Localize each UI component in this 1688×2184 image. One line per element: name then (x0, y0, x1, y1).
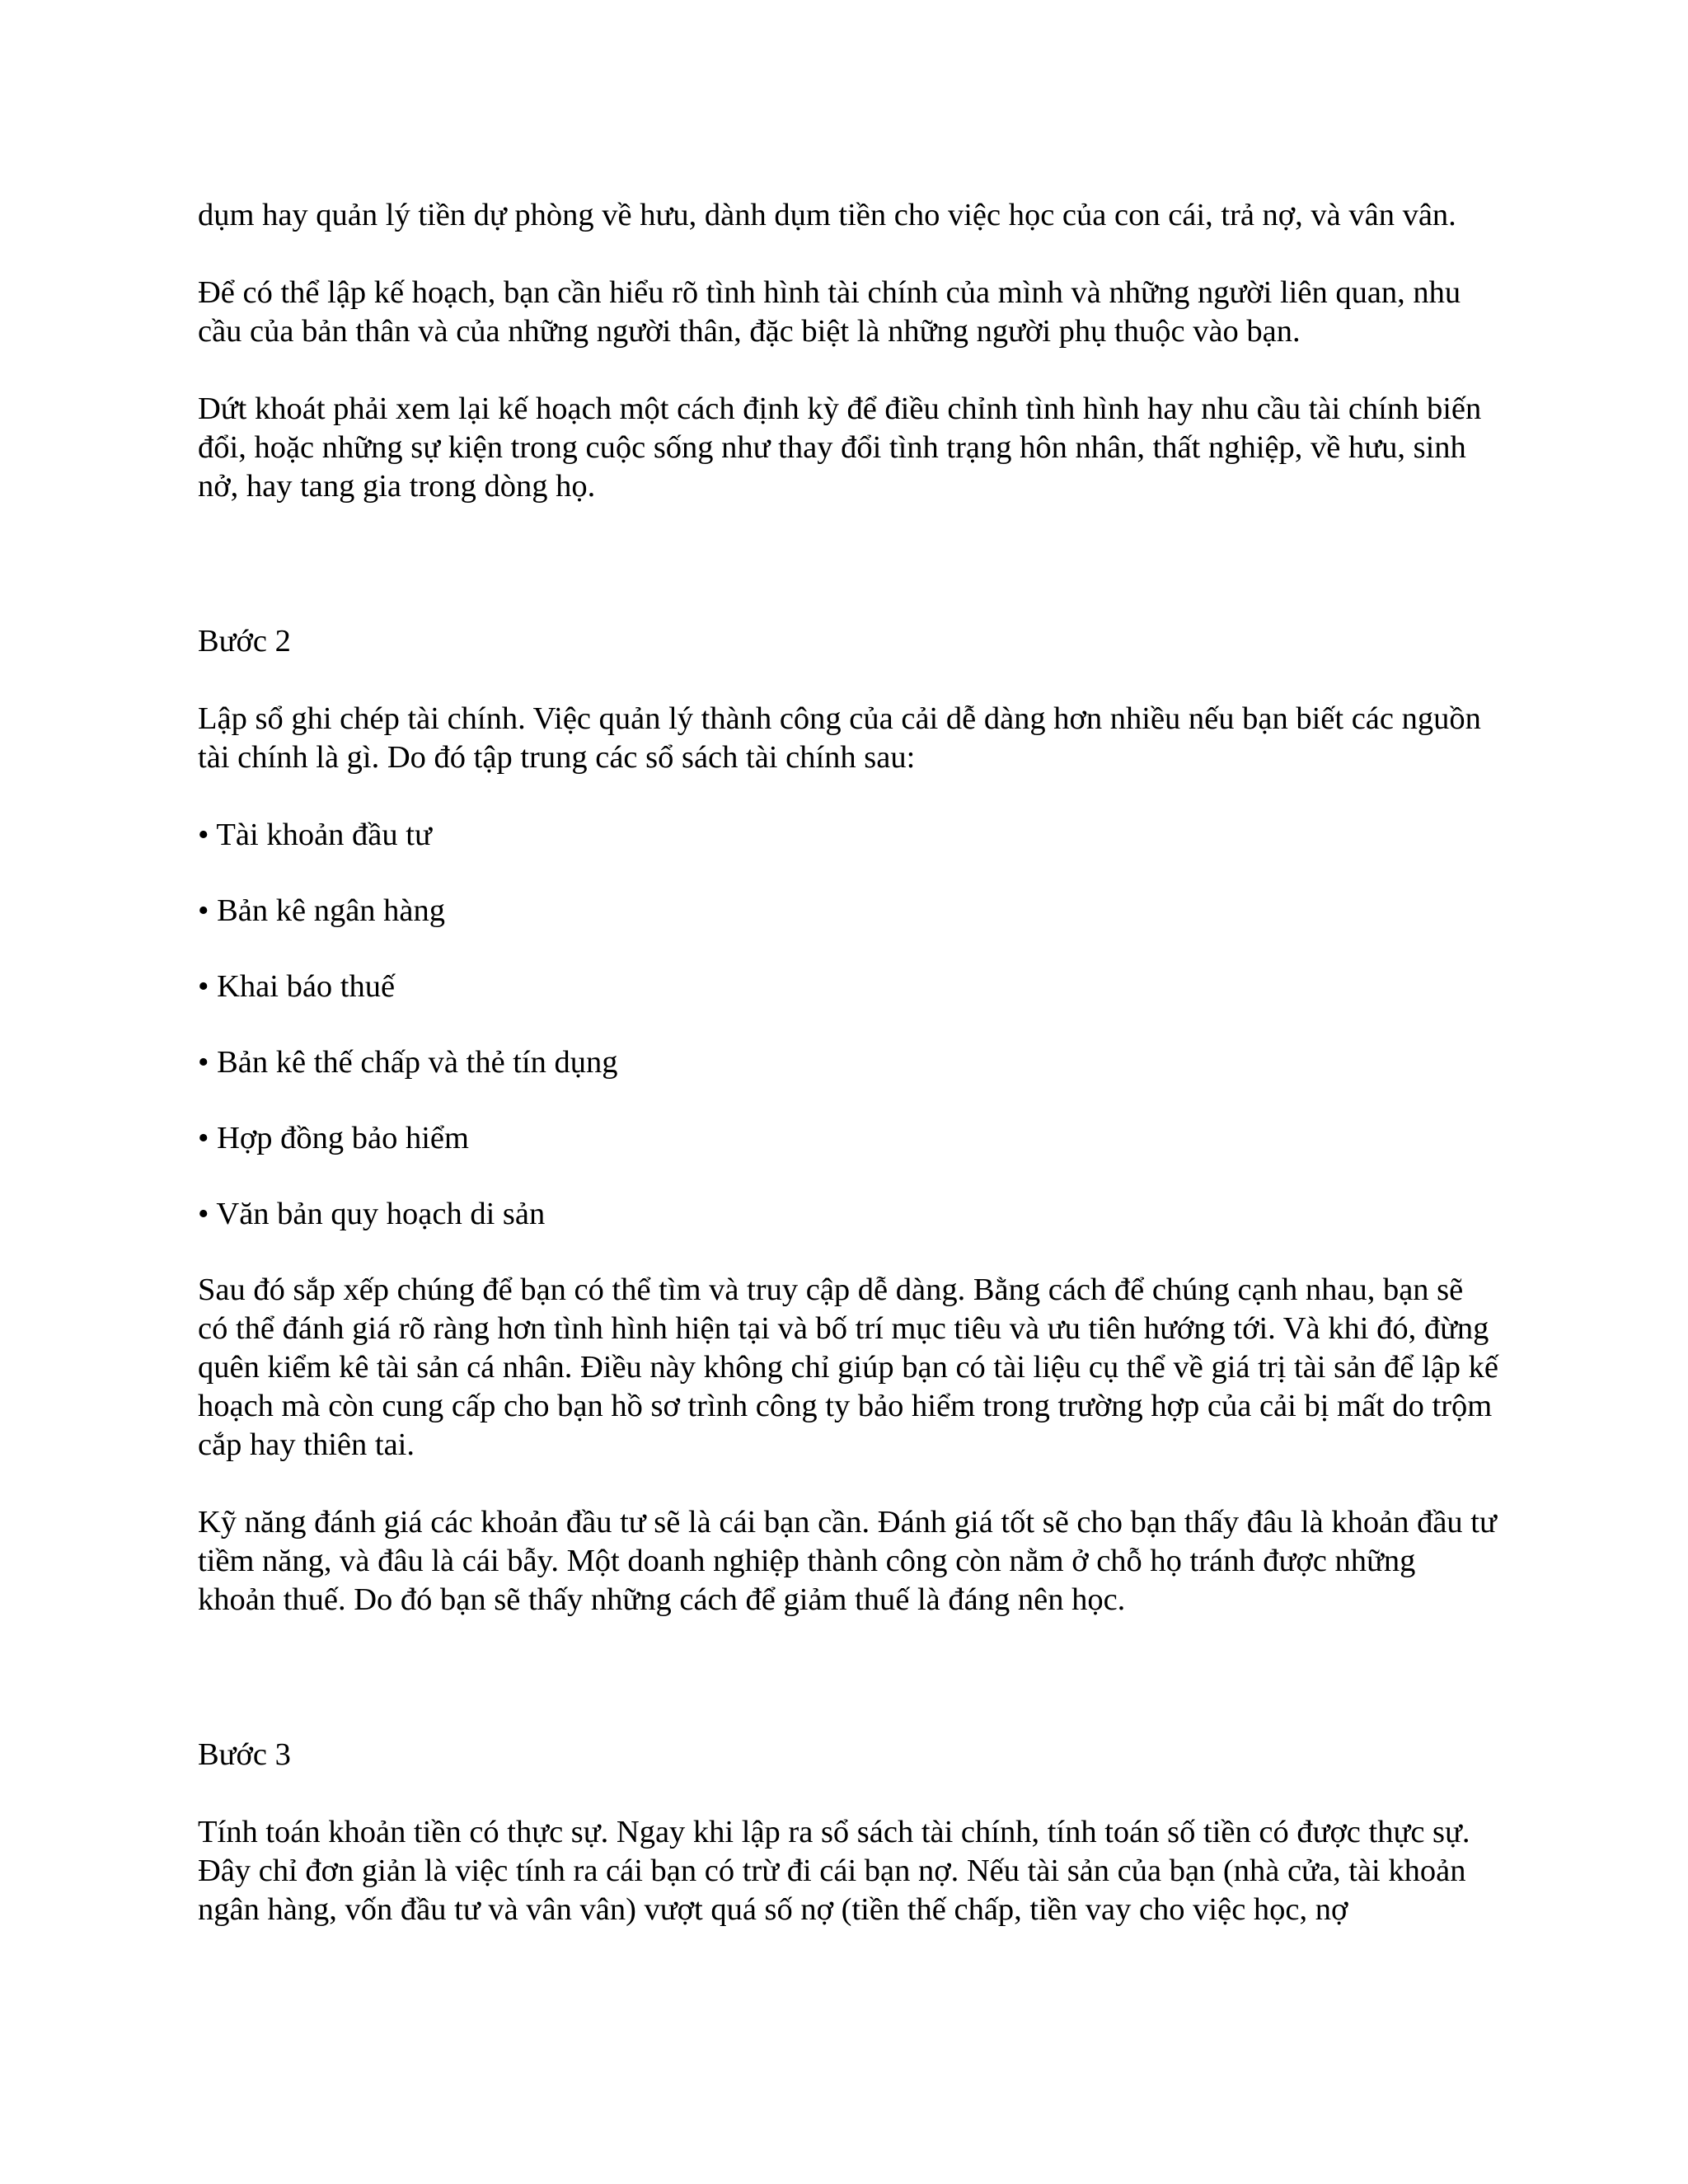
section-spacer (198, 1658, 1500, 1736)
paragraph-retirement-savings: dụm hay quản lý tiền dự phòng về hưu, dành dụm tiền cho việc học của con cái, trả nợ, và vân vân. (198, 198, 1456, 232)
bullet-item: • Hợp đồng bảo hiểm (198, 1121, 469, 1155)
bullet-item: • Bản kê ngân hàng (198, 893, 446, 928)
paragraph-review-plan: Dứt khoát phải xem lại kế hoạch một cách định kỳ để điều chỉnh tình hình hay nhu cầu tài chính biến đổi, hoặc những sự kiện trong cuộc sống như thay đổi tình trạng hôn nhân, thất nghiệp, về hưu, sinh nở, hay tang gia trong dòng họ. (198, 391, 1482, 504)
step-3-intro: Tính toán khoản tiền có thực sự. Ngay khi lập ra sổ sách tài chính, tính toán số tiền có được thực sự. Đây chỉ đơn giản là việc tính ra cái bạn có trừ đi cái bạn nợ. Nếu tài sản của bạn (nhà cửa, tài khoản ngân hàng, vốn đầu tư và vân vân) vượt quá số nợ (tiền thế chấp, tiền vay cho việc học, nợ (198, 1815, 1470, 1927)
bullet-item: • Bản kê thế chấp và thẻ tín dụng (198, 1045, 618, 1080)
document-body (198, 196, 1500, 1968)
paragraph-organize-records: Sau đó sắp xếp chúng để bạn có thể tìm và truy cập dễ dàng. Bằng cách để chúng cạnh nhau, bạn sẽ có thể đánh giá rõ ràng hơn tình hình hiện tại và bố trí mục tiêu và ưu tiên hướng tới. Và khi đó, đừng quên kiểm kê tài sản cá nhân. Điều này không chỉ giúp bạn có tài liệu cụ thể về giá trị tài sản để lập kế hoạch mà còn cung cấp cho bạn hồ sơ trình công ty bảo hiểm trong trường hợp của cải bị mất do trộm cắp hay thiên tai. (198, 1272, 1498, 1462)
paragraph-understand-finances: Để có thể lập kế hoạch, bạn cần hiểu rõ tình hình tài chính của mình và những người liên quan, nhu cầu của bản thân và của những người thân, đặc biệt là những người phụ thuộc vào bạn. (198, 275, 1461, 349)
paragraph-investment-skills: Kỹ năng đánh giá các khoản đầu tư sẽ là cái bạn cần. Đánh giá tốt sẽ cho bạn thấy đâu là khoản đầu tư tiềm năng, và đâu là cái bẫy. Một doanh nghiệp thành công còn nằm ở chỗ họ tránh được những khoản thuế. Do đó bạn sẽ thấy những cách để giảm thuế là đáng nên học. (198, 1505, 1497, 1617)
step-2-heading: Bước 2 (198, 624, 291, 658)
step-3-heading: Bước 3 (198, 1737, 291, 1772)
bullet-item: • Văn bản quy hoạch di sản (198, 1197, 546, 1231)
bullet-item: • Khai báo thuế (198, 969, 396, 1004)
bullet-item: • Tài khoản đầu tư (198, 818, 432, 852)
step-2-intro: Lập sổ ghi chép tài chính. Việc quản lý thành công của cải dễ dàng hơn nhiều nếu bạn biết các nguồn tài chính là gì. Do đó tập trung các sổ sách tài chính sau: (198, 701, 1481, 775)
section-spacer (198, 545, 1500, 622)
